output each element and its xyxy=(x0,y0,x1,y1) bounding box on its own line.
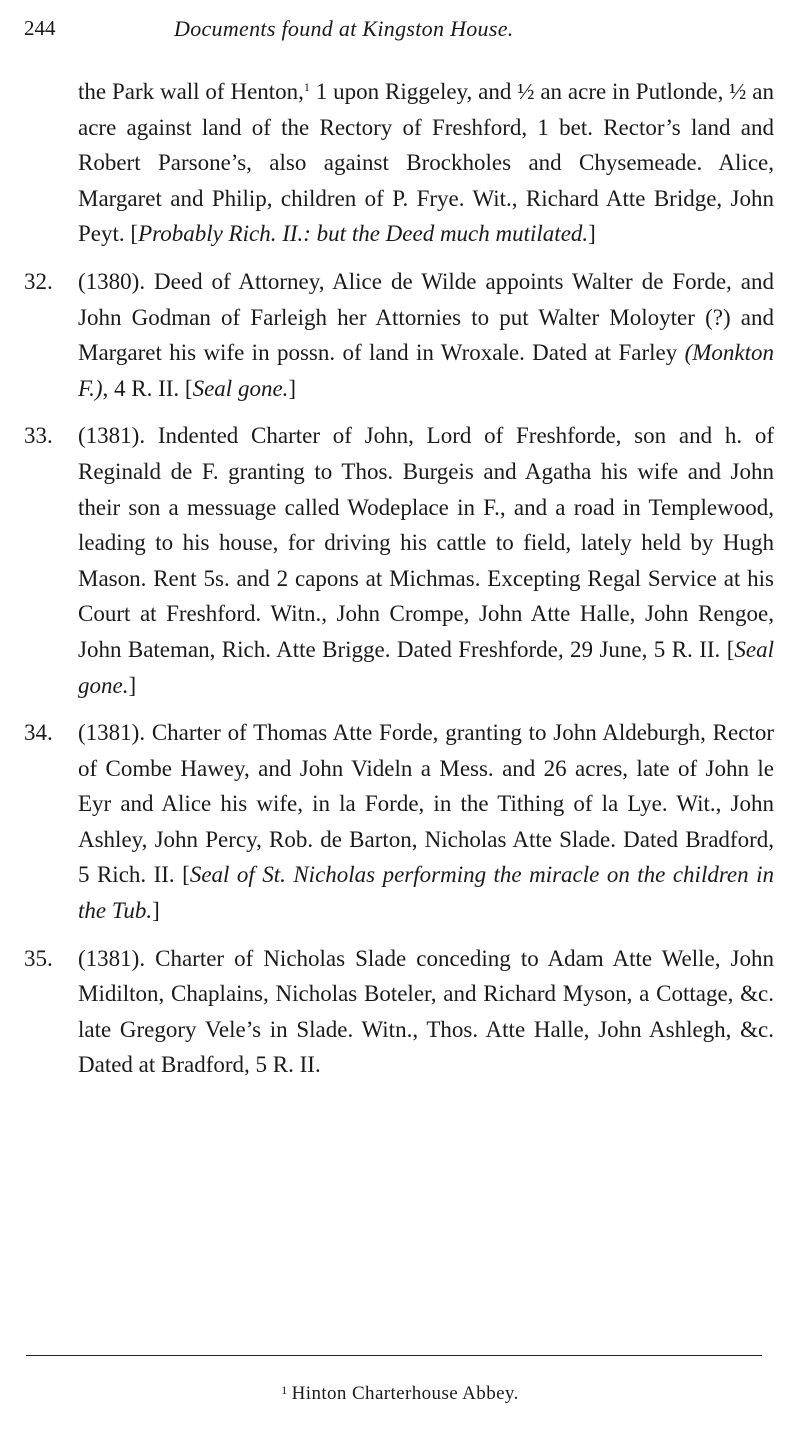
entry-text: (1381). Charter of Thomas Atte Forde, granting to John Aldeburgh, Rector of Combe Hawey, and John Videln a Mess. and 26 acres, late of John le Eyr and Alice his wife, in la Forde, in the Tithing of la Lye. Wit., John Ashley, John Percy, Rob. de Barton, Nicholas Atte Slade. Dated Bradford, 5 Rich. II. xyxy=(78,720,774,888)
entry-33 xyxy=(24,418,774,703)
running-title: Documents found at Kingston House. xyxy=(174,16,514,41)
continuation-text-start: the Park wall of Henton, xyxy=(78,79,304,104)
body-text xyxy=(24,70,774,1095)
entry-number: 35. xyxy=(24,945,53,971)
entry-number: 33. xyxy=(24,423,53,449)
note-open-bracket: [ xyxy=(130,221,139,247)
note-close-bracket: ] xyxy=(588,221,596,247)
note-open-bracket: [ xyxy=(726,636,735,662)
note-close-bracket: ] xyxy=(288,375,297,401)
entry-34 xyxy=(24,715,774,929)
footnote-divider xyxy=(26,1355,762,1356)
footnote-reference: 1 xyxy=(303,80,310,94)
note-open-bracket: [ xyxy=(182,862,190,888)
note-close-bracket: ] xyxy=(152,898,160,924)
entry-text: (1381). Charter of Nicholas Slade conceding to Adam Atte Welle, John Midilton, Chaplains, Nicholas Boteler, and Richard Myson, a Cottage, &c. late Gregory Vele’s in Slade. Witn., Thos. Atte Halle, John Ashlegh, &c. Dated at Bradford, 5 R. II. xyxy=(78,945,774,1078)
editorial-note: Seal of St. Nicholas performing the miracle on the children in the Tub. xyxy=(78,862,774,924)
entry-italic-text: (Monkton F.) xyxy=(78,340,774,401)
note-close-bracket: ] xyxy=(128,672,137,698)
entry-35 xyxy=(24,941,774,1083)
entry-text-continued: , 4 R. II. xyxy=(102,375,185,401)
continuation-text: 1 upon Riggeley, and ½ an acre in Putlonde, ½ an acre against land of the Rectory of Freshford, 1 bet. Rector’s land and Robert Parsone’s, also against Brockholes and Chysemeade. Alice, Margaret and Philip, children of P. Frye. Wit., Richard Atte Bridge, John Peyt. xyxy=(78,79,774,247)
footnote-marker: 1 xyxy=(281,1383,288,1397)
footnote-text: Hinton Charterhouse Abbey. xyxy=(291,1383,519,1404)
page-number: 244 xyxy=(24,16,56,40)
editorial-note: Seal gone. xyxy=(78,636,774,698)
footnote xyxy=(0,1383,800,1405)
note-open-bracket: [ xyxy=(184,375,193,401)
entry-number: 34. xyxy=(24,720,53,746)
running-head xyxy=(24,16,774,46)
continuation-paragraph xyxy=(24,70,774,252)
editorial-note: Probably Rich. II.: but the Deed much mutilated. xyxy=(138,221,589,247)
entry-text: (1381). Indented Charter of John, Lord of Freshforde, son and h. of Reginald de F. granting to Thos. Burgeis and Agatha his wife and John their son a messuage called Wodeplace in F., and a road in Templewood, leading to his house, for driving his cattle to field, lately held by Hugh Mason. Rent 5s. and 2 capons at Michmas. Excepting Regal Service at his Court at Freshford. Witn., John Crompe, John Atte Halle, John Rengoe, John Bateman, Rich. Atte Brigge. Dated Freshforde, 29 June, 5 R. II. xyxy=(78,423,774,662)
editorial-note: Seal gone. xyxy=(192,375,289,401)
entry-text: (1380). Deed of Attorney, Alice de Wilde appoints Walter de Forde, and John Godman of Farleigh her Attornies to put Walter Moloyter (?) and Margaret his wife in possn. of land in Wroxale. Dated at Farley xyxy=(78,268,774,366)
entry-32 xyxy=(24,264,774,406)
entry-number: 32. xyxy=(24,268,53,294)
